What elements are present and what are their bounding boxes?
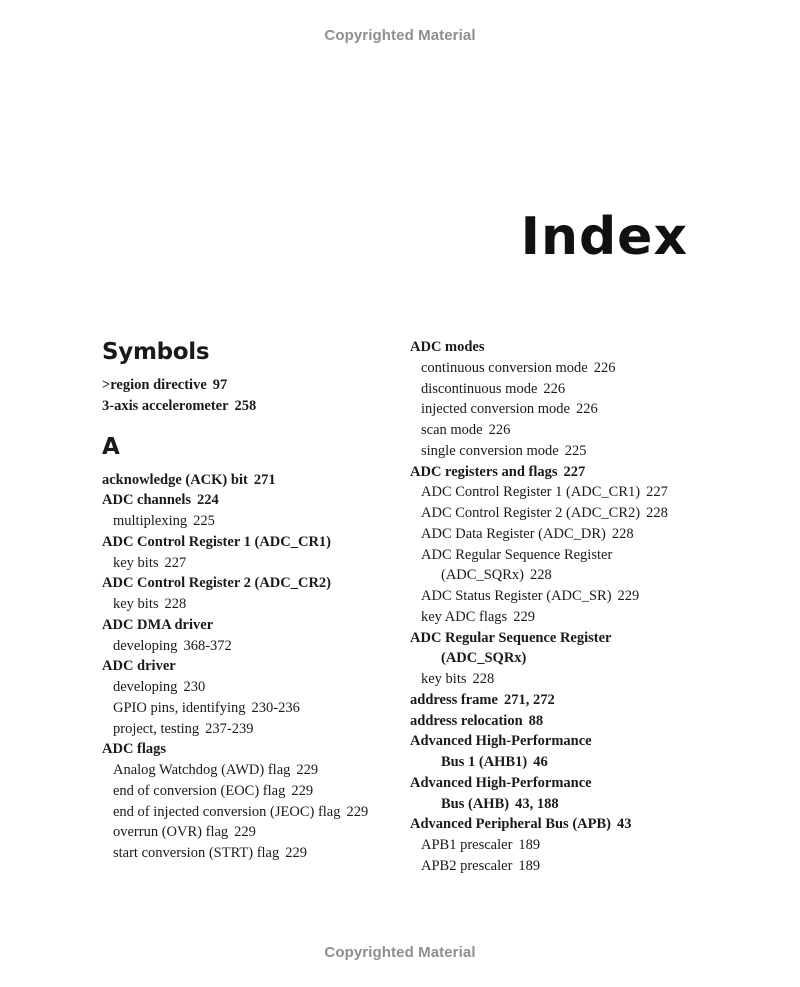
index-entry: ADC DMA driver (102, 616, 214, 633)
section-heading-a: A (102, 433, 120, 460)
watermark-bottom: Copyrighted Material (324, 944, 476, 961)
watermark-top: Copyrighted Material (324, 27, 476, 44)
index-entry: address frame 271, 272 (410, 691, 555, 708)
index-entry-continuation: (ADC_SQRx) (441, 650, 527, 667)
page-ref: 229 (513, 608, 535, 625)
index-entry: address relocation 88 (410, 712, 544, 729)
index-subentry: key ADC flags 229 (421, 608, 535, 625)
page-ref: 189 (518, 857, 541, 874)
page-ref: 228 (529, 567, 552, 584)
index-subentry: Analog Watchdog (AWD) flag 229 (113, 762, 319, 778)
index-entry: ADC Regular Sequence Register (410, 629, 612, 646)
index-subentry: key bits 228 (113, 596, 187, 612)
page-ref: 230-236 (251, 699, 300, 716)
page-ref: 228 (611, 525, 634, 542)
page-ref: 43 (616, 816, 632, 833)
index-subentry: single conversion mode 225 (421, 442, 587, 459)
index-entry: Advanced High-Performance (410, 733, 592, 750)
index-subentry: key bits 227 (113, 554, 187, 571)
index-entry: ADC flags (102, 741, 167, 758)
index-subentry: APB1 prescaler 189 (421, 837, 541, 853)
page-ref: 258 (234, 397, 257, 414)
index-entry: ADC Control Register 1 (ADC_CR1) (102, 533, 332, 550)
page-ref: 88 (528, 712, 544, 729)
page-ref: 227 (164, 554, 187, 571)
index-subentry: APB2 prescaler 189 (421, 857, 541, 874)
page-ref: 228 (646, 505, 668, 521)
page-ref: 229 (346, 803, 369, 820)
index-subentry: end of injected conversion (JEOC) flag 229 (113, 803, 369, 820)
index-subentry: ADC Control Register 1 (ADC_CR1) 227 (421, 484, 668, 501)
index-entry: Advanced High-Performance (410, 774, 592, 791)
page-ref: 228 (164, 596, 187, 612)
page-ref: 229 (234, 824, 256, 841)
page-ref: 229 (617, 588, 640, 604)
page-ref: 43, 188 (515, 795, 559, 812)
index-column-right (410, 337, 710, 877)
page-ref: 228 (472, 671, 495, 687)
index-entry: ADC channels 224 (102, 492, 219, 509)
index-entry: ADC modes (410, 339, 485, 355)
page-ref: 226 (488, 422, 511, 438)
index-entry: ADC registers and flags 227 (410, 463, 586, 480)
page-ref: 224 (197, 492, 219, 509)
index-entry: Advanced Peripheral Bus (APB) 43 (410, 816, 632, 833)
index-entry: acknowledge (ACK) bit 271 (102, 471, 276, 488)
index-subentry: ADC Regular Sequence Register (421, 546, 613, 563)
page-ref: 368-372 (183, 637, 232, 654)
page-ref: 229 (291, 782, 314, 799)
index-subentry: project, testing 237-239 (113, 720, 254, 737)
index-subentry: scan mode 226 (421, 422, 511, 438)
index-subentry: injected conversion mode 226 (421, 401, 598, 418)
page-ref: 225 (193, 513, 215, 529)
page-ref: 229 (285, 845, 307, 861)
index-subentry-continuation: (ADC_SQRx) 228 (441, 567, 552, 584)
page-ref: 46 (533, 754, 548, 770)
page-ref: 189 (518, 837, 541, 853)
index-subentry: continuous conversion mode 226 (421, 359, 616, 376)
page-ref: 230 (183, 679, 206, 695)
page-ref: 226 (593, 359, 616, 376)
index-column-left (102, 337, 402, 864)
index-entry-continuation: Bus 1 (AHB1) 46 (441, 754, 548, 770)
index-entry: ADC driver (102, 658, 176, 675)
index-subentry: multiplexing 225 (113, 513, 215, 529)
index-subentry: developing 230 (113, 679, 206, 695)
page-ref: 227 (646, 484, 668, 501)
index-subentry: GPIO pins, identifying 230-236 (113, 699, 300, 716)
page-ref: 229 (296, 762, 319, 778)
index-subentry: developing 368-372 (113, 637, 232, 654)
index-entry: ADC Control Register 2 (ADC_CR2) (102, 575, 332, 592)
index-subentry: ADC Data Register (ADC_DR) 228 (421, 525, 634, 542)
page-ref: 271 (253, 471, 276, 488)
index-subentry: discontinuous mode 226 (421, 380, 566, 397)
page-ref: 225 (564, 442, 587, 459)
page-ref: 237-239 (205, 720, 254, 737)
index-subentry: key bits 228 (421, 671, 495, 687)
section-heading-symbols: Symbols (102, 339, 210, 365)
page-ref: 97 (212, 377, 228, 393)
page-ref: 226 (543, 380, 566, 397)
index-subentry: end of conversion (EOC) flag 229 (113, 782, 314, 799)
index-entry: >region directive 97 (102, 377, 228, 393)
page-ref: 227 (563, 463, 586, 480)
page-title: Index (520, 207, 688, 267)
page-ref: 271, 272 (503, 691, 555, 708)
index-subentry: overrun (OVR) flag 229 (113, 824, 256, 841)
index-subentry: start conversion (STRT) flag 229 (113, 845, 307, 861)
page-ref: 226 (575, 401, 598, 418)
index-entry: 3-axis accelerometer 258 (102, 397, 257, 414)
index-subentry: ADC Control Register 2 (ADC_CR2) 228 (421, 505, 668, 521)
index-subentry: ADC Status Register (ADC_SR) 229 (421, 588, 640, 604)
index-entry-continuation: Bus (AHB) 43, 188 (441, 795, 559, 812)
